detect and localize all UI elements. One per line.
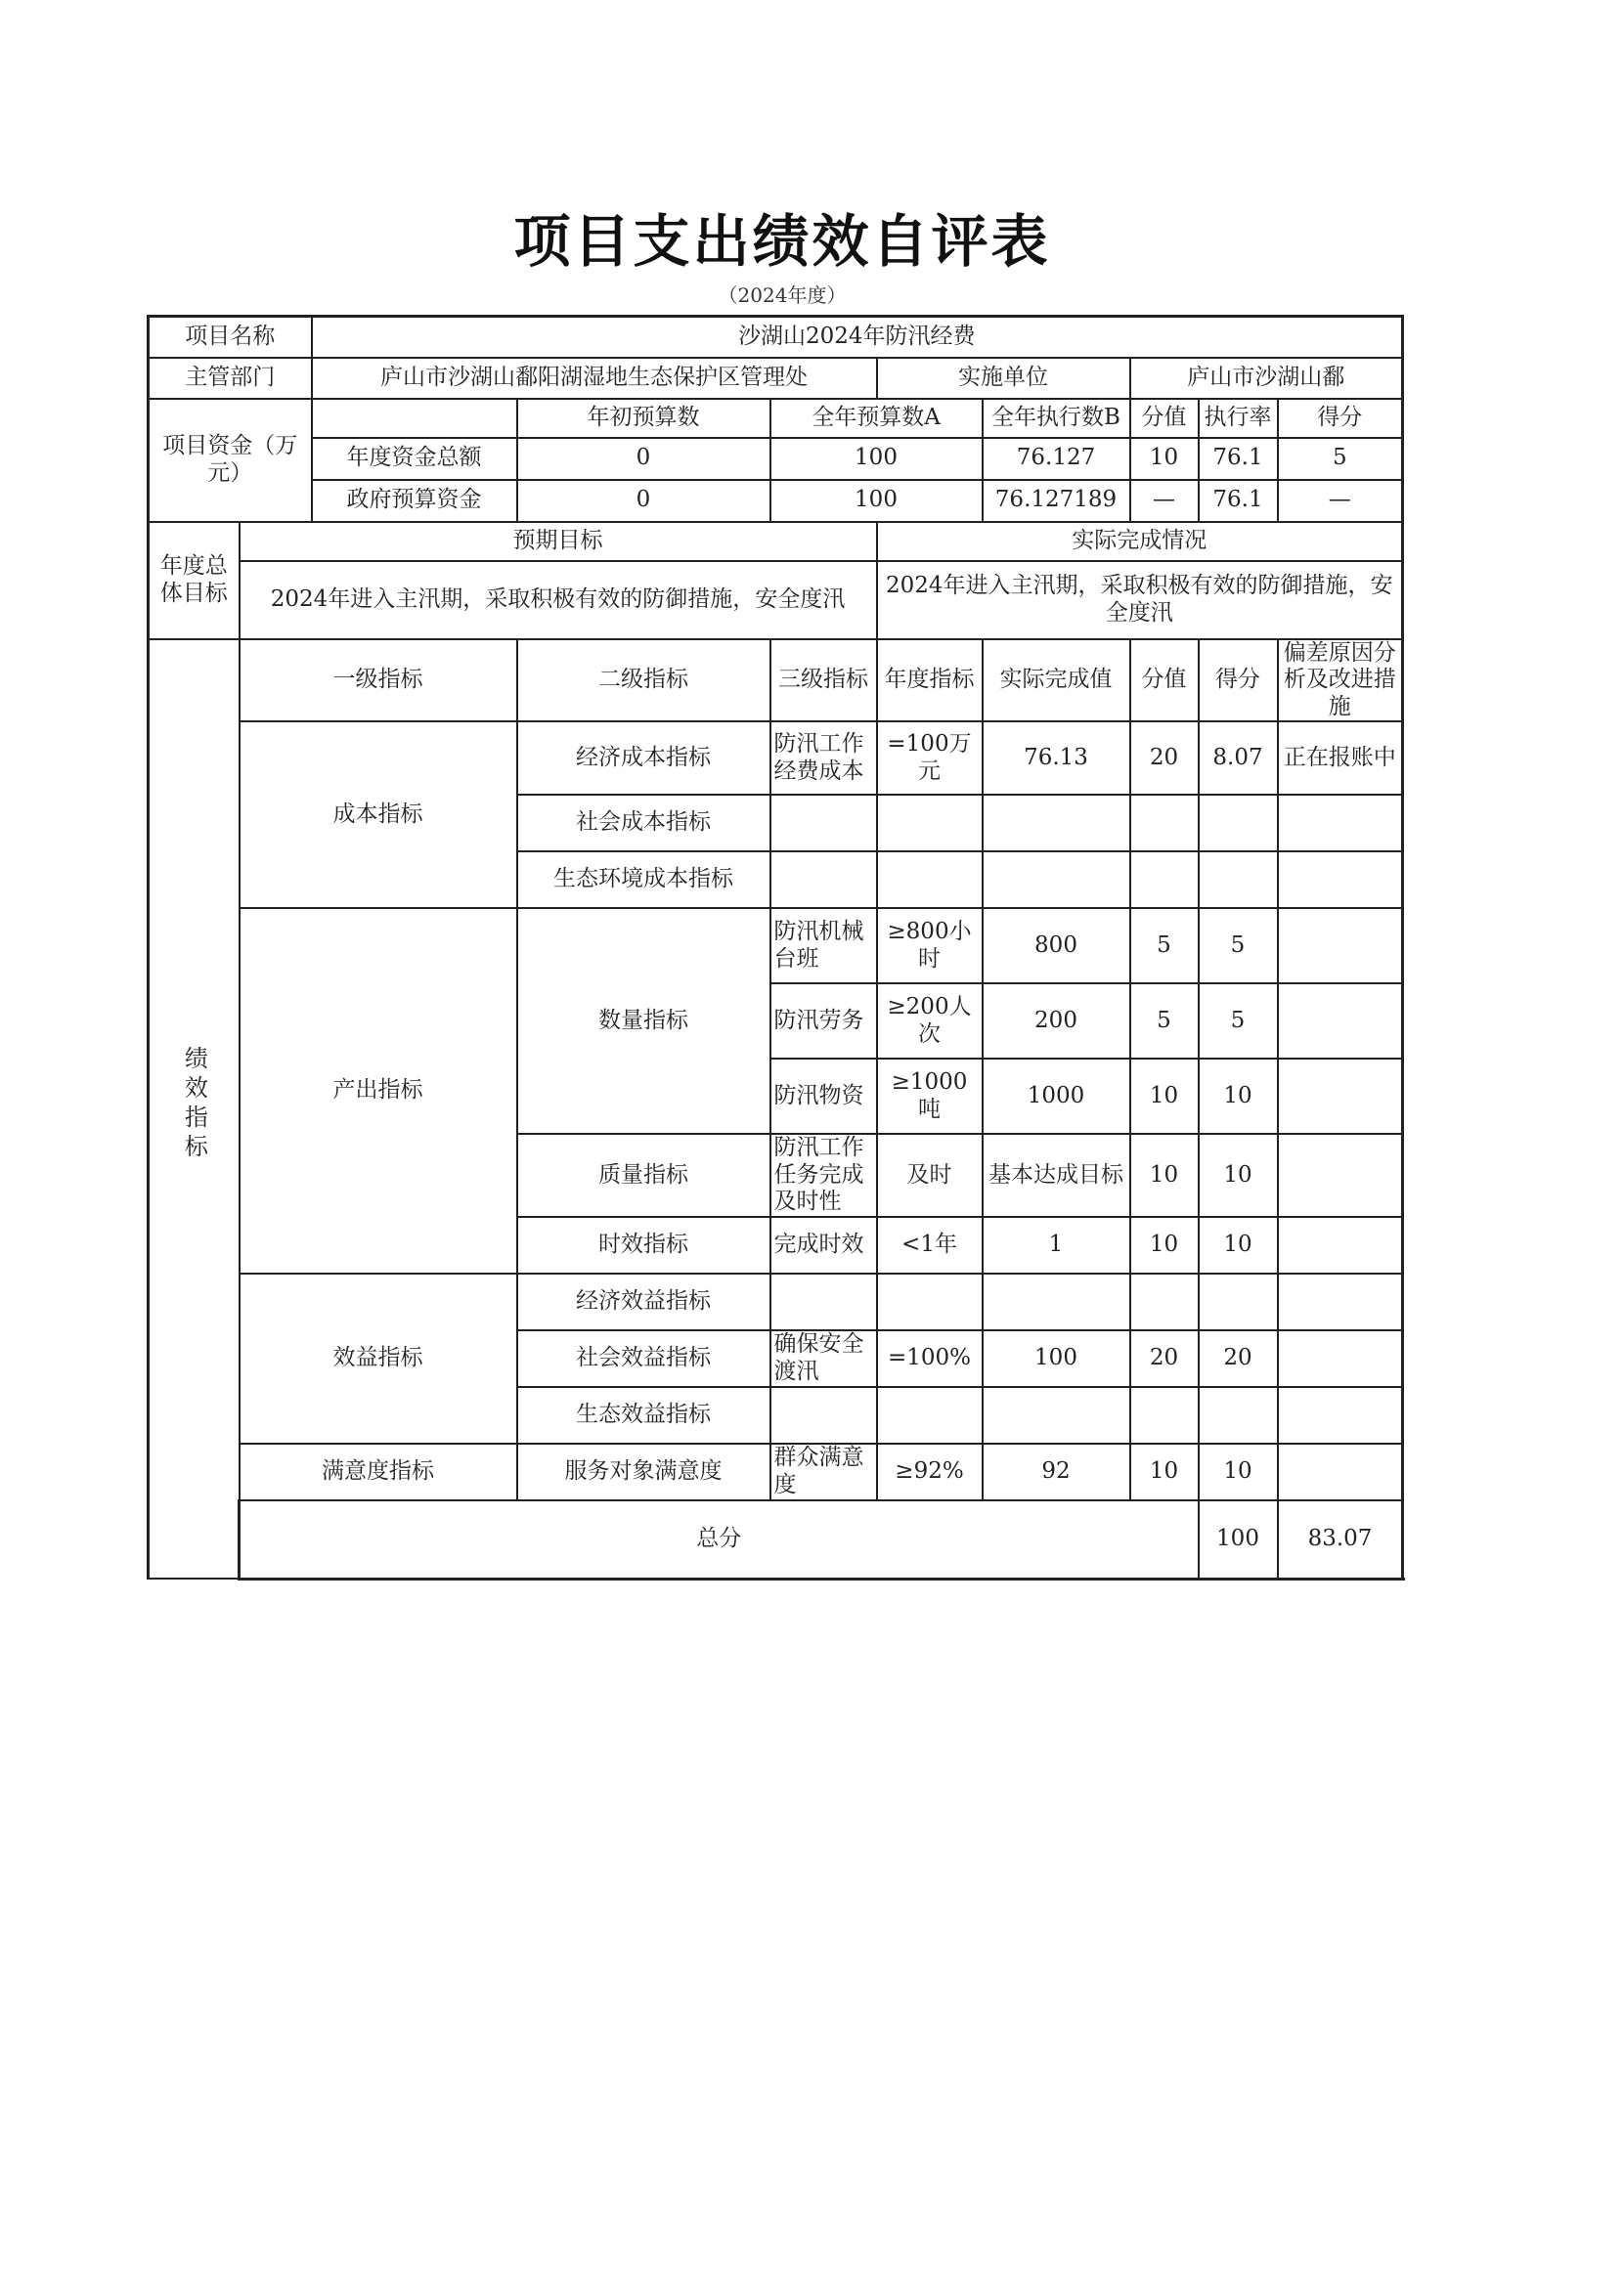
target-timeliness: <1年	[877, 1217, 983, 1274]
score-cost: 8.07	[1199, 721, 1278, 795]
unit-value: 庐山市沙湖山鄱	[1130, 358, 1403, 399]
reason-cost: 正在报账中	[1278, 721, 1403, 795]
l2-eco-benefit: 生态效益指标	[517, 1387, 770, 1444]
funds-row-label: 政府预算资金	[312, 480, 517, 522]
row-output-machine	[149, 908, 1403, 983]
row-funds-total	[149, 438, 1403, 480]
total-label: 总分	[240, 1500, 1199, 1579]
l2-social-benefit: 社会效益指标	[517, 1330, 770, 1387]
weight-timeliness: 10	[1130, 1217, 1199, 1274]
col-initial-budget: 年初预算数	[517, 399, 770, 438]
actual-material: 1000	[983, 1059, 1130, 1134]
l2-econ-benefit: 经济效益指标	[517, 1274, 770, 1330]
l2-timeliness: 时效指标	[517, 1217, 770, 1274]
actual-result: 2024年进入主汛期，采取积极有效的防御措施，安全度汛	[877, 561, 1403, 639]
total-score: 83.07	[1278, 1500, 1403, 1579]
row-project-name	[149, 317, 1403, 358]
funds-initial: 0	[517, 480, 770, 522]
weight-social: 20	[1130, 1330, 1199, 1387]
funds-weight: 10	[1130, 438, 1199, 480]
total-weight: 100	[1199, 1500, 1278, 1579]
actual-machine: 800	[983, 908, 1130, 983]
goals-label: 年度总体目标	[149, 522, 240, 639]
actual-labor: 200	[983, 983, 1130, 1059]
cat-output: 产出指标	[240, 908, 517, 1274]
funds-blank	[312, 399, 517, 438]
l2-eco-cost: 生态环境成本指标	[517, 851, 770, 908]
row-indicator-header	[149, 639, 1403, 722]
weight-quality: 10	[1130, 1134, 1199, 1217]
actual-quality: 基本达成目标	[983, 1134, 1130, 1217]
target-satisfaction: ≥92%	[877, 1444, 983, 1500]
target-machine: ≥800小时	[877, 908, 983, 983]
target-quality: 及时	[877, 1134, 983, 1217]
col-score: 得分	[1278, 399, 1403, 438]
row-department	[149, 358, 1403, 399]
project-name: 沙湖山2024年防汛经费	[312, 317, 1403, 358]
score-machine: 5	[1199, 908, 1278, 983]
l3-cost: 防汛工作经费成本	[770, 721, 877, 795]
l2-quality: 质量指标	[517, 1134, 770, 1217]
hdr-weight: 分值	[1130, 639, 1199, 722]
score-labor: 5	[1199, 983, 1278, 1059]
l2-econ-cost: 经济成本指标	[517, 721, 770, 795]
funds-row-label: 年度资金总额	[312, 438, 517, 480]
weight-satisfaction: 10	[1130, 1444, 1199, 1500]
hdr-level3: 三级指标	[770, 639, 877, 722]
weight-machine: 5	[1130, 908, 1199, 983]
l3-material: 防汛物资	[770, 1059, 877, 1134]
funds-exec: 76.127189	[983, 480, 1130, 522]
expected-goal: 2024年进入主汛期，采取积极有效的防御措施，安全度汛	[240, 561, 877, 639]
form-year: （2024年度）	[718, 283, 847, 307]
row-cost-econ	[149, 721, 1403, 795]
cat-satisfaction: 满意度指标	[240, 1444, 517, 1500]
actual-result-label: 实际完成情况	[877, 522, 1403, 561]
unit-label: 实施单位	[877, 358, 1130, 399]
l3-satisfaction: 群众满意度	[770, 1444, 877, 1500]
hdr-score: 得分	[1199, 639, 1278, 722]
col-exec: 全年执行数B	[983, 399, 1130, 438]
weight-labor: 5	[1130, 983, 1199, 1059]
l3-machine: 防汛机械台班	[770, 908, 877, 983]
hdr-actual: 实际完成值	[983, 639, 1130, 722]
funds-label: 项目资金（万元）	[149, 399, 312, 522]
actual-cost: 76.13	[983, 721, 1130, 795]
row-satisfaction	[149, 1444, 1403, 1500]
indicators-label: 绩效指标	[180, 1046, 208, 1164]
row-benefit-econ	[149, 1274, 1403, 1330]
actual-social: 100	[983, 1330, 1130, 1387]
indicators-label-cell	[149, 639, 240, 1580]
funds-full: 100	[770, 438, 983, 480]
row-funds-header	[149, 399, 1403, 438]
funds-full: 100	[770, 480, 983, 522]
row-total	[149, 1500, 1403, 1579]
col-weight: 分值	[1130, 399, 1199, 438]
hdr-level2: 二级指标	[517, 639, 770, 722]
hdr-level1: 一级指标	[240, 639, 517, 722]
cat-benefit: 效益指标	[240, 1274, 517, 1444]
funds-exec: 76.127	[983, 438, 1130, 480]
l3-quality: 防汛工作任务完成及时性	[770, 1134, 877, 1217]
funds-score: 5	[1278, 438, 1403, 480]
expected-goal-label: 预期目标	[240, 522, 877, 561]
l2-quantity: 数量指标	[517, 908, 770, 1134]
row-funds-gov	[149, 480, 1403, 522]
funds-initial: 0	[517, 438, 770, 480]
dept-value: 庐山市沙湖山鄱阳湖湿地生态保护区管理处	[312, 358, 877, 399]
weight-cost: 20	[1130, 721, 1199, 795]
weight-material: 10	[1130, 1059, 1199, 1134]
l3-timeliness: 完成时效	[770, 1217, 877, 1274]
score-social: 20	[1199, 1330, 1278, 1387]
hdr-target: 年度指标	[877, 639, 983, 722]
project-name-label: 项目名称	[149, 317, 312, 358]
l3-social: 确保安全渡汛	[770, 1330, 877, 1387]
score-timeliness: 10	[1199, 1217, 1278, 1274]
hdr-reason: 偏差原因分析及改进措施	[1278, 639, 1403, 722]
performance-table	[147, 315, 1404, 1581]
l2-service: 服务对象满意度	[517, 1444, 770, 1500]
l3-labor: 防汛劳务	[770, 983, 877, 1059]
score-material: 10	[1199, 1059, 1278, 1134]
funds-rate: 76.1	[1199, 480, 1278, 522]
actual-timeliness: 1	[983, 1217, 1130, 1274]
score-satisfaction: 10	[1199, 1444, 1278, 1500]
target-cost: =100万元	[877, 721, 983, 795]
row-goals	[149, 561, 1403, 639]
dept-label: 主管部门	[149, 358, 312, 399]
funds-score: —	[1278, 480, 1403, 522]
l2-social-cost: 社会成本指标	[517, 795, 770, 851]
score-quality: 10	[1199, 1134, 1278, 1217]
actual-satisfaction: 92	[983, 1444, 1130, 1500]
target-material: ≥1000吨	[877, 1059, 983, 1134]
target-labor: ≥200人次	[877, 983, 983, 1059]
cat-cost: 成本指标	[240, 721, 517, 908]
funds-rate: 76.1	[1199, 438, 1278, 480]
col-rate: 执行率	[1199, 399, 1278, 438]
form-title: 项目支出绩效自评表	[513, 208, 1051, 275]
row-goals-header	[149, 522, 1403, 561]
target-social: =100%	[877, 1330, 983, 1387]
col-full-budget: 全年预算数A	[770, 399, 983, 438]
funds-weight: —	[1130, 480, 1199, 522]
